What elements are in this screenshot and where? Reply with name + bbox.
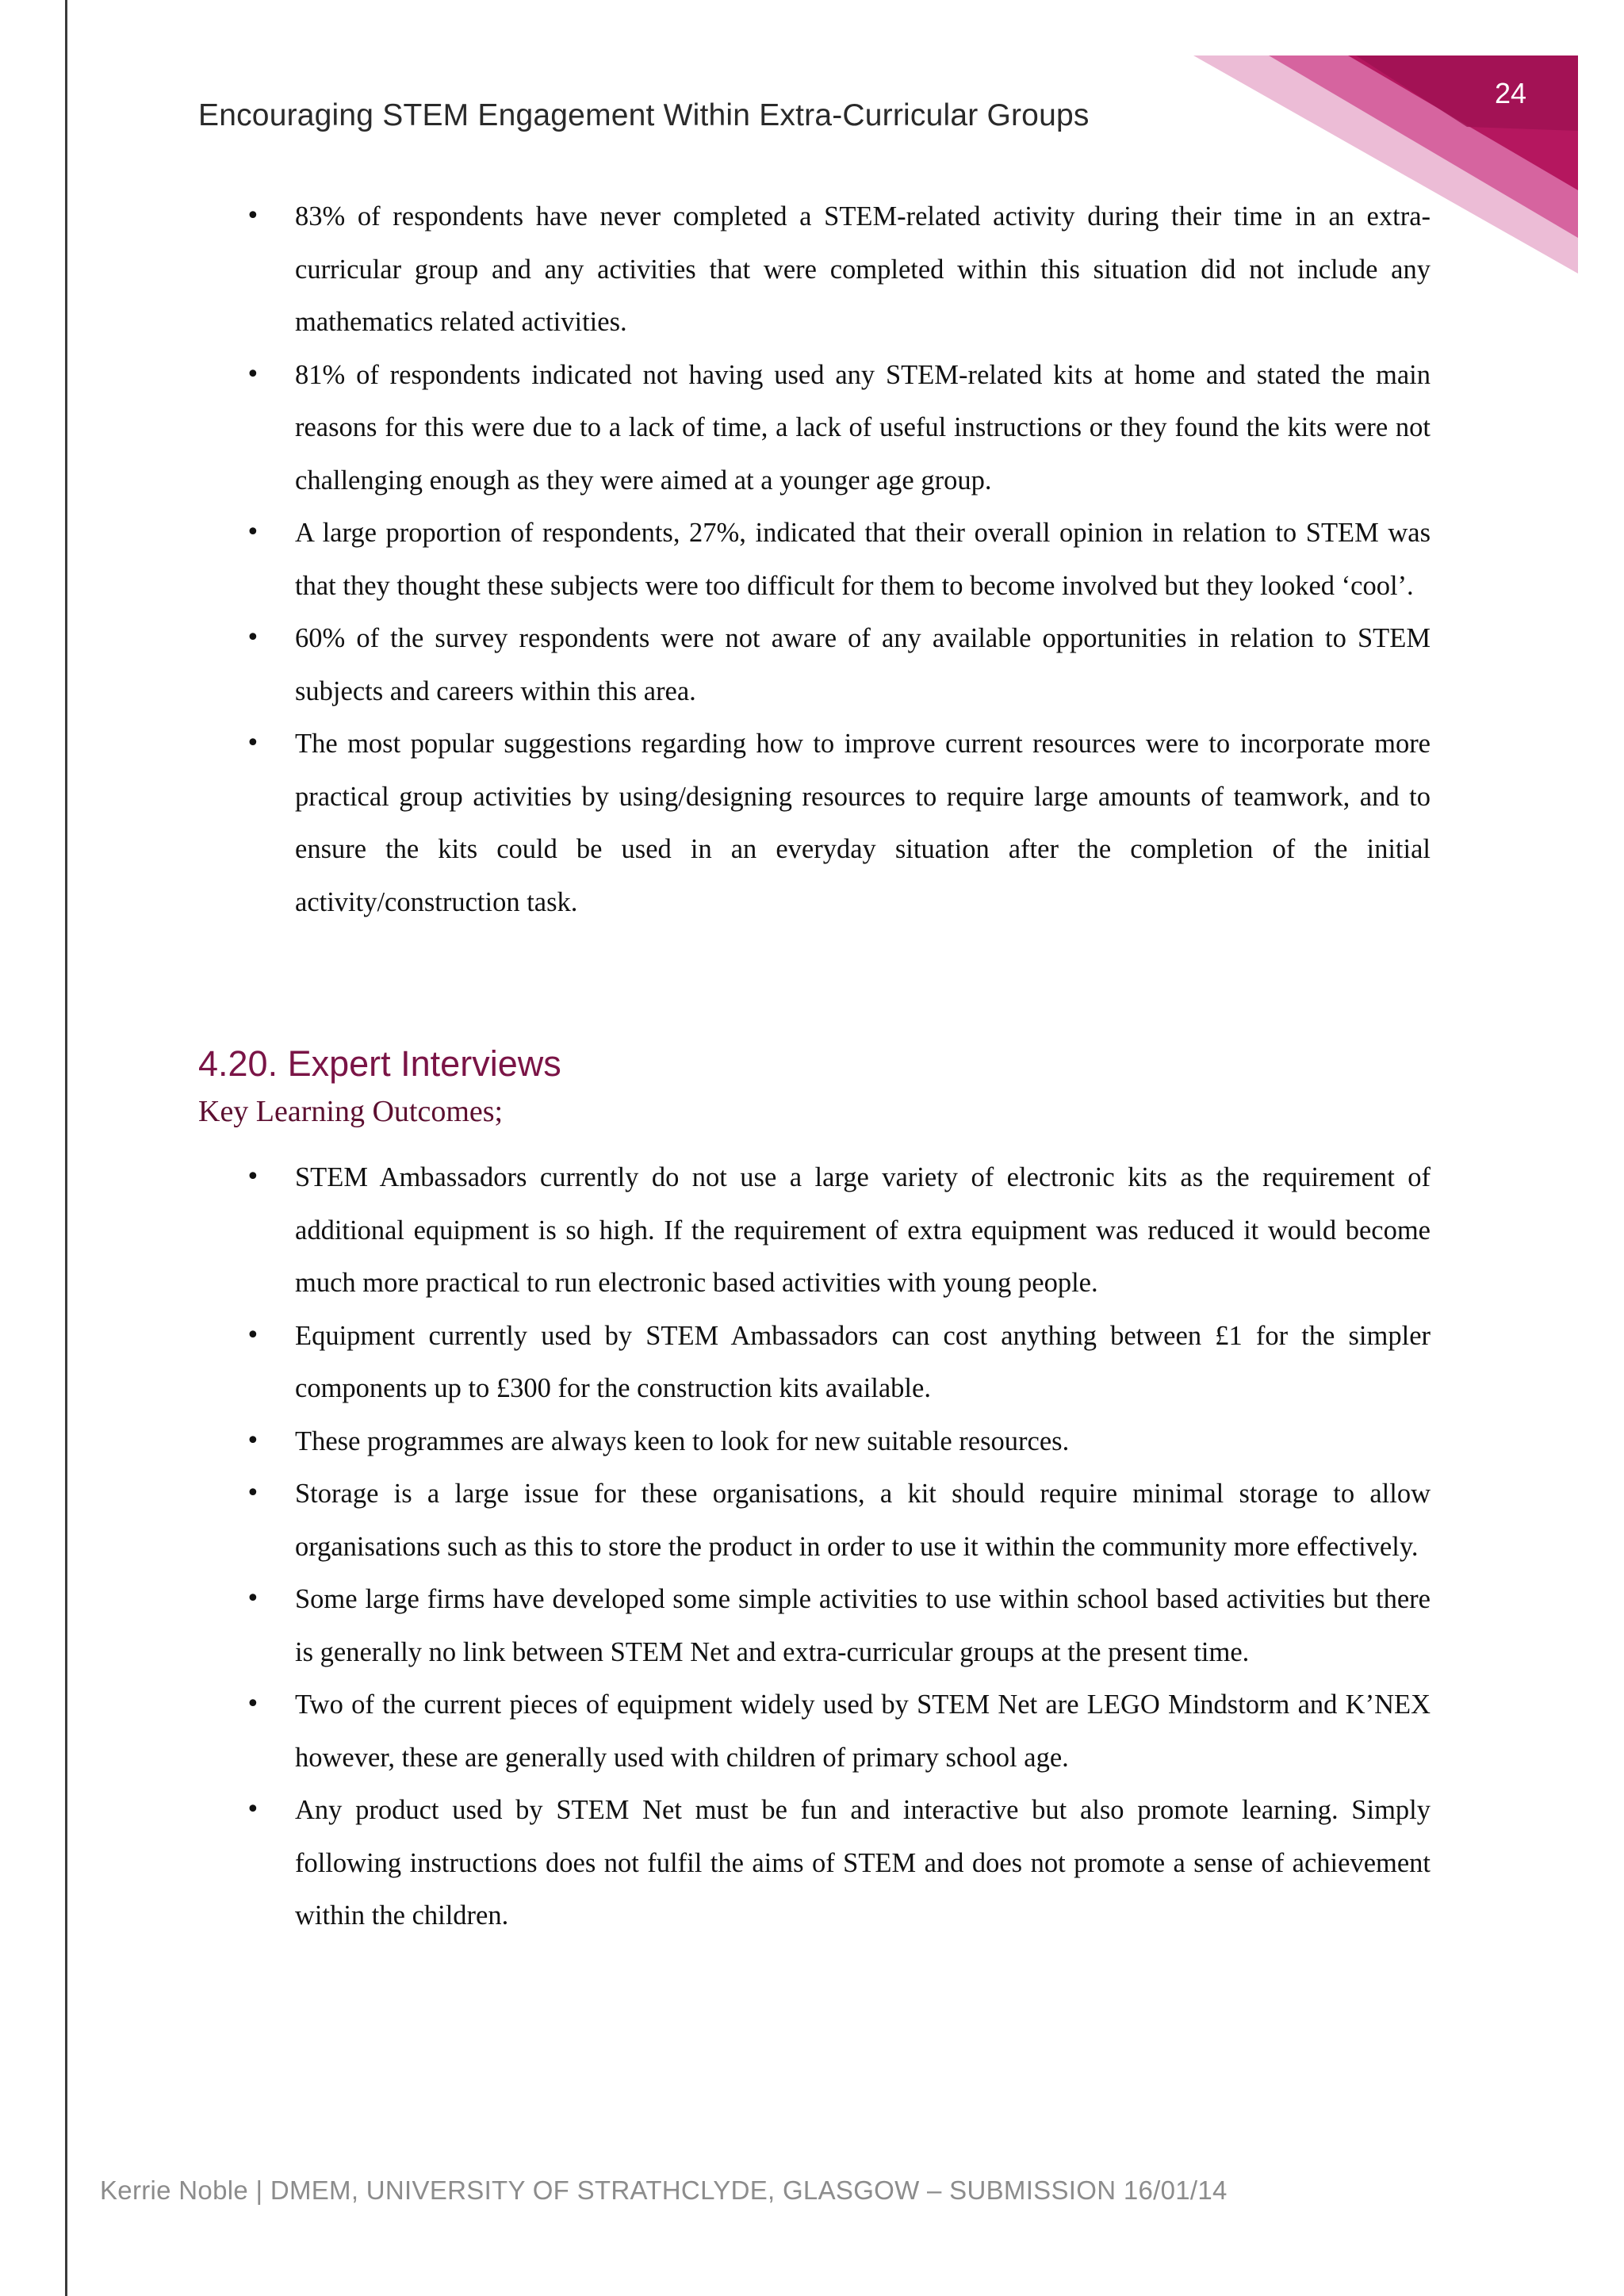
list-item: • The most popular suggestions regarding how to improve current resources were to incorporate more practical group activities by using/designing resources to require large amounts of teamwork, and to ensure the kits could be used in an everyday situation after the completion of the initial activity/construction task. [295,718,1431,928]
list-item: • Any product used by STEM Net must be fun and interactive but also promote learning. Simply following instructions does not fulfil the aims of STEM and does not promote a sense of achievement within the children. [295,1784,1431,1942]
page-number: 24 [1494,77,1527,109]
summary-bullet-list [295,190,1431,928]
left-margin-rule [65,0,67,2296]
list-item: • 81% of respondents indicated not having used any STEM-related kits at home and stated the main reasons for this were due to a lack of time, a lack of useful instructions or they found the kits were not challenging enough as they were aimed at a younger age group. [295,349,1431,507]
list-item: • These programmes are always keen to look for new suitable resources. [295,1415,1431,1468]
section-heading: 4.20. Expert Interviews [198,1043,561,1084]
list-item: • Some large firms have developed some simple activities to use within school based activities but there is generally no link between STEM Net and extra-curricular groups at the present time. [295,1573,1431,1678]
running-header-title: Encouraging STEM Engagement Within Extra-Curricular Groups [198,98,1090,132]
list-item: • Equipment currently used by STEM Ambassadors can cost anything between £1 for the simpler components up to £300 for the construction kits available. [295,1310,1431,1415]
list-item: • 60% of the survey respondents were not aware of any available opportunities in relation to STEM subjects and careers within this area. [295,612,1431,718]
learning-outcomes-list [295,1151,1431,1942]
list-item: • A large proportion of respondents, 27%, indicated that their overall opinion in relation to STEM was that they thought these subjects were too difficult for them to become involved but they looked ‘cool’. [295,507,1431,612]
list-item: • 83% of respondents have never completed a STEM-related activity during their time in an extra-curricular group and any activities that were completed within this situation did not include any mathematics related activities. [295,190,1431,349]
list-item: • Two of the current pieces of equipment widely used by STEM Net are LEGO Mindstorm and K’NEX however, these are generally used with children of primary school age. [295,1678,1431,1784]
section-subheading: Key Learning Outcomes; [198,1095,504,1128]
page-footer: Kerrie Noble | DMEM, UNIVERSITY OF STRATHCLYDE, GLASGOW – SUBMISSION 16/01/14 [100,2175,1228,2205]
list-item: • Storage is a large issue for these organisations, a kit should require minimal storage to allow organisations such as this to store the product in order to use it within the community more effectively. [295,1468,1431,1573]
list-item: • STEM Ambassadors currently do not use a large variety of electronic kits as the requirement of additional equipment is so high. If the requirement of extra equipment was reduced it would become much more practical to run electronic based activities with young people. [295,1151,1431,1310]
